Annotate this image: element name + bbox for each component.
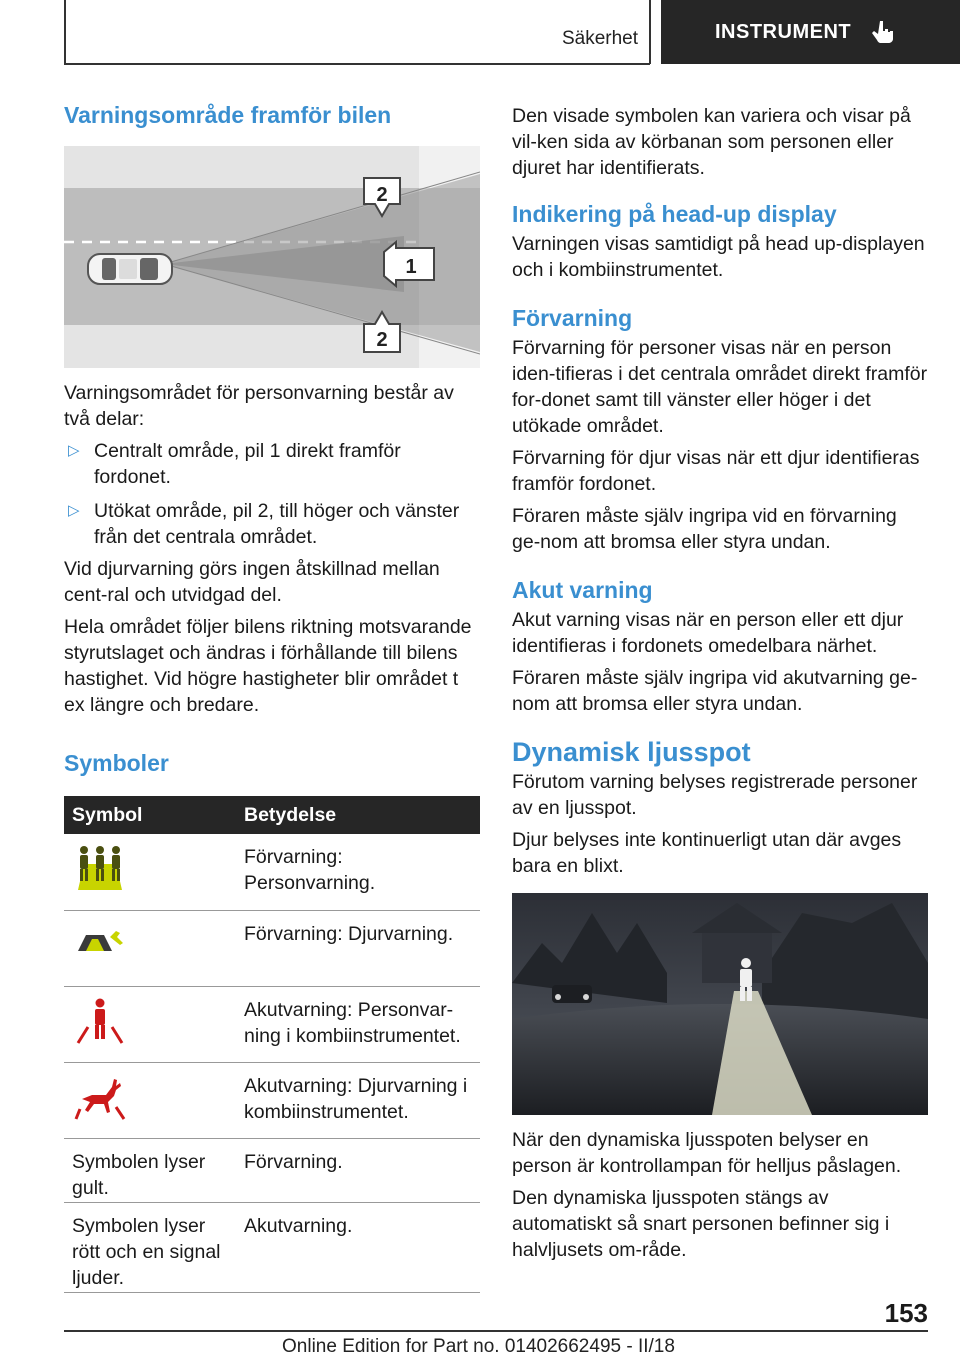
table-cell-meaning: Förvarning: Djurvarning. (236, 910, 480, 986)
light-spot-paragraph-3: När den dynamiska ljusspoten belyser en person är kontrollampan för helljus påslagen. (512, 1129, 902, 1177)
triangle-bullet-icon: ▷ (68, 442, 80, 459)
table-row (64, 1062, 480, 1138)
warning-area-diagram (64, 146, 480, 368)
light-spot-paragraph-2: Djur belyses inte kontinuerligt utan där avges bara en blixt. (512, 829, 902, 877)
hud-paragraph: Varningen visas samtidigt på head up-displayen och i kombiinstrumentet. (512, 233, 925, 281)
table-cell-symbol: Symbolen lyser rött och en signal ljuder. (64, 1202, 236, 1292)
pedestrians-warning-icon (72, 844, 128, 894)
header-rule-left (64, 0, 66, 64)
list-item-text: Utökat område, pil 2, till höger och vänster från det centrala området. (94, 500, 460, 548)
car-icon (88, 254, 172, 284)
table-header-row (64, 796, 480, 834)
table-cell-symbol (64, 986, 236, 1062)
table-cell-meaning: Akutvarning: Djurvarning i kombiinstrumentet. (236, 1062, 480, 1138)
night-road-illustration (512, 893, 928, 1115)
section-heading-light-spot: Dynamisk ljusspot (512, 737, 751, 767)
deer-acute-warning-icon (72, 1073, 128, 1123)
table-cell-meaning: Förvarning. (236, 1138, 480, 1202)
table-row (64, 1202, 480, 1292)
person-acute-warning-icon (72, 997, 128, 1047)
table-cell-meaning: Förvarning: Personvarning. (236, 834, 480, 910)
table-row (64, 910, 480, 986)
arrow-1 (384, 242, 434, 286)
arrow-2-top-label: 2 (376, 184, 388, 206)
header-chapter-label: INSTRUMENT (715, 20, 852, 43)
list-item (64, 438, 480, 490)
right-column (512, 103, 928, 1263)
left-column (64, 100, 480, 1293)
section-heading-warning-area: Varningsområde framför bilen (64, 102, 392, 128)
header-section-title: Säkerhet (561, 28, 638, 49)
intro-paragraph: Varningsområdet för personvarning består av två delar: (64, 382, 454, 430)
acute-paragraph-2: Föraren måste själv ingripa vid akutvarning ge‐nom att bromsa eller styra undan. (512, 667, 918, 715)
table-cell-symbol (64, 834, 236, 910)
animal-warning-icon (72, 921, 128, 955)
section-heading-hud: Indikering på head-up display (512, 201, 837, 227)
area-list (64, 438, 480, 550)
list-item-text: Centralt område, pil 1 direkt framför fordonet. (94, 440, 401, 488)
light-spot-photo (512, 893, 928, 1115)
acute-paragraph-1: Akut varning visas när en person eller ett djur identifieras i fordonets omedelbara närhet. (512, 609, 904, 657)
section-heading-symbols: Symboler (64, 750, 169, 776)
symbol-varies-paragraph: Den visade symbolen kan variera och visar på vil‐ken sida av körbanan som personen eller djuret har identifierats. (512, 105, 911, 179)
warning-area-figure (64, 146, 480, 368)
table-cell-symbol: Symbolen lyser gult. (64, 1138, 236, 1202)
prewarning-paragraph-1: Förvarning för personer visas när en person iden‐tifieras i det centrala området direkt framför for‐donet samt till vänster eller höger i det utökade området. (512, 337, 928, 437)
table-cell-meaning: Akutvarning: Personvar‐ning i kombiinstrumentet. (236, 986, 480, 1062)
area-follow-paragraph: Hela området följer bilens riktning motsvarande styrutslaget och ändras i förhållande till bilens hastighet. Vid högre hastigheter blir området t ex längre och bredare. (64, 616, 472, 716)
table-header-meaning: Betydelse (236, 796, 480, 834)
header-rule-bottom (64, 63, 650, 65)
header-chapter-tab[interactable] (661, 0, 960, 64)
pointing-hand-icon (871, 20, 893, 44)
table-cell-symbol (64, 910, 236, 986)
symbols-table (64, 796, 480, 1293)
light-spot-paragraph-4: Den dynamiska ljusspoten stängs av automatiskt så snart personen befinner sig i halvljusets om‐råde. (512, 1187, 890, 1261)
table-row (64, 834, 480, 910)
section-heading-prewarning: Förvarning (512, 305, 633, 331)
page-number: 153 (884, 1298, 928, 1328)
table-cell-symbol (64, 1062, 236, 1138)
table-cell-meaning: Akutvarning. (236, 1202, 480, 1292)
prewarning-paragraph-3: Föraren måste själv ingripa vid en förvarning ge‐nom att bromsa eller styra undan. (512, 505, 897, 553)
section-heading-acute: Akut varning (512, 577, 653, 603)
edition-note: Online Edition for Part no. 01402662495 - II/18 (282, 1336, 675, 1357)
list-item (64, 498, 480, 550)
table-header-symbol: Symbol (64, 796, 236, 834)
animal-paragraph: Vid djurvarning görs ingen åtskillnad mellan cent‐ral och utvidgad del. (64, 558, 440, 606)
arrow-1-label: 1 (405, 256, 417, 278)
footer-rule (64, 1330, 928, 1332)
light-spot-paragraph-1: Förutom varning belyses registrerade personer av en ljusspot. (512, 771, 918, 819)
triangle-bullet-icon: ▷ (68, 502, 80, 519)
arrow-2-bottom-label: 2 (376, 329, 388, 351)
header-divider (649, 0, 651, 64)
prewarning-paragraph-2: Förvarning för djur visas när ett djur identifieras framför fordonet. (512, 447, 920, 495)
table-row (64, 1138, 480, 1202)
table-row (64, 986, 480, 1062)
